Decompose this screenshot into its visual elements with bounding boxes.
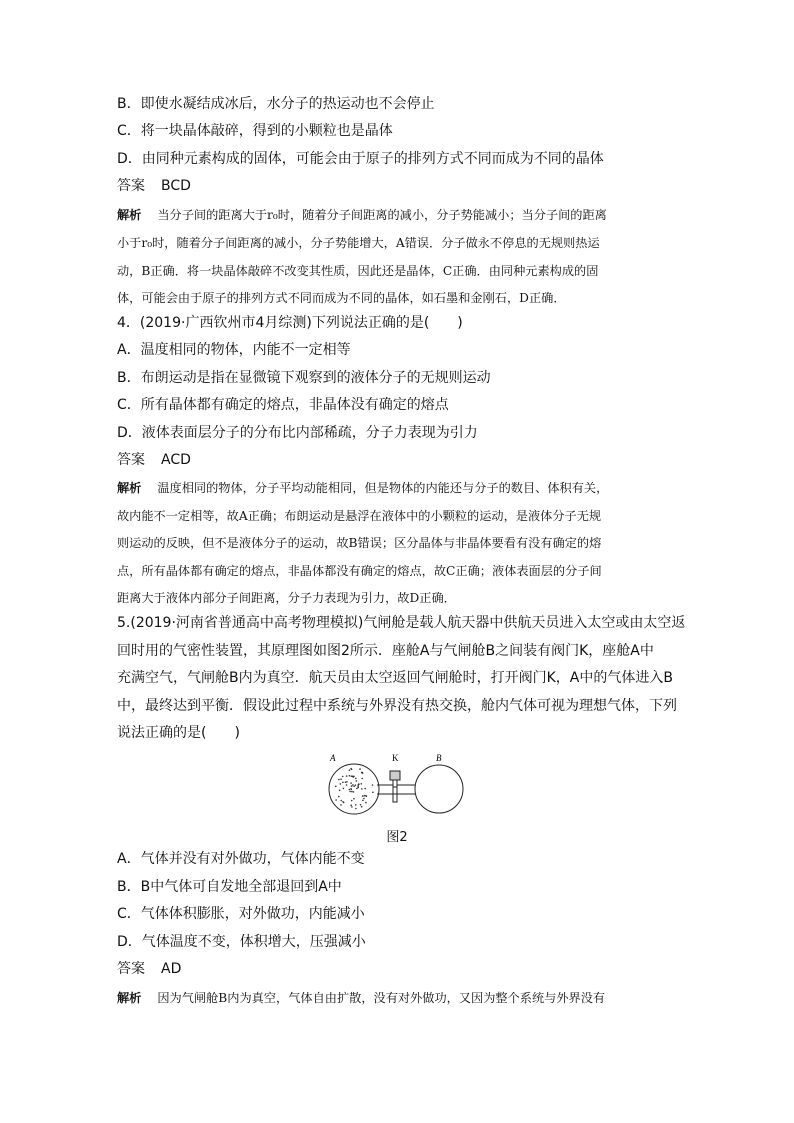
gas-particle — [350, 768, 352, 770]
gas-particle — [365, 795, 367, 797]
explanation-text: 因为气闸舱B内为真空，气体自由扩散，没有对外做功，又因为整个系统与外界没有 — [157, 991, 606, 1005]
q5-option-b: B．B中气体可自发地全部退回到A中 — [117, 879, 342, 895]
answer-value: ACD — [161, 452, 191, 468]
q5-stem-line-5: 说法正确的是( ) — [117, 725, 240, 741]
cabin-a-sphere — [329, 764, 379, 814]
q4-option-d: D．液体表面层分子的分布比内部稀疏，分子力表现为引力 — [117, 425, 478, 441]
gas-particle — [361, 783, 363, 785]
gas-particle — [340, 783, 342, 785]
gas-particle — [349, 775, 351, 777]
q4-option-a: A．温度相同的物体，内能不一定相等 — [117, 342, 351, 358]
gas-particle — [346, 775, 348, 777]
q3-answer-line — [117, 176, 682, 196]
label-k: K — [392, 753, 399, 763]
gas-particle — [355, 784, 357, 786]
gas-particle — [359, 768, 361, 770]
gas-particle — [353, 776, 355, 778]
answer-value: AD — [161, 961, 182, 977]
gas-particle — [350, 782, 352, 784]
q4-option-b: B．布朗运动是指在显微镜下观察到的液体分子的无规则运动 — [117, 370, 491, 386]
gas-particle — [346, 784, 348, 786]
gas-particle — [351, 791, 353, 793]
q3-option-c: C．将一块晶体敲碎，得到的小颗粒也是晶体 — [117, 123, 393, 139]
gas-particle — [342, 776, 344, 778]
q5-stem-line-1: 5.(2019·河南省普通高中高考物理模拟)气闸舱是载人航天器中供航天员进入太空或由太空返 — [117, 615, 686, 631]
gas-particle — [361, 778, 363, 780]
q3-explanation-line-1 — [117, 205, 682, 225]
q5-explanation-line-1 — [117, 988, 682, 1008]
gas-particle — [335, 786, 337, 788]
gas-particle — [356, 780, 358, 782]
explanation-label: 解析 — [117, 208, 142, 222]
gas-particle — [353, 786, 355, 788]
q4-option-c: C．所有晶体都有确定的熔点，非晶体没有确定的熔点 — [117, 397, 449, 413]
gas-particle — [349, 789, 351, 791]
gas-particle — [361, 788, 363, 790]
gas-particle — [364, 795, 366, 797]
explanation-label: 解析 — [117, 991, 142, 1005]
gas-particle — [360, 804, 362, 806]
gas-particle — [351, 785, 353, 787]
gas-particle — [350, 788, 352, 790]
gas-particle — [353, 798, 355, 800]
gas-particle — [372, 784, 374, 786]
airlock-diagram — [322, 750, 472, 818]
answer-label: 答案 — [117, 178, 145, 194]
label-a: A — [330, 753, 336, 763]
gas-particle — [363, 798, 365, 800]
connecting-pipe — [377, 785, 420, 794]
q3-explanation-line-2: 小于r₀时，随着分子间距离的减小，分子势能增大，A错误．分子做永不停息的无规则热运 — [117, 236, 600, 250]
gas-particle — [351, 806, 353, 808]
q5-option-c: C．气体体积膨胀，对外做功，内能减小 — [117, 906, 365, 922]
gas-particle — [364, 788, 366, 790]
gas-particle — [340, 804, 342, 806]
q5-option-a: A．气体并没有对外做功，气体内能不变 — [117, 851, 365, 867]
airlock-b-sphere — [415, 765, 463, 813]
q5-option-d: D．气体温度不变，体积增大，压强减小 — [117, 934, 366, 950]
q4-answer-line — [117, 450, 682, 470]
q4-stem: 4．(2019·广西钦州市4月综测)下列说法正确的是( ) — [117, 315, 463, 331]
gas-particle — [365, 802, 367, 804]
q3-explanation-line-4: 体，可能会由于原子的排列方式不同而成为不同的晶体，如石墨和金刚石，D正确． — [117, 291, 566, 305]
gas-particle — [355, 808, 357, 810]
gas-particle — [349, 791, 351, 793]
gas-particle — [338, 779, 340, 781]
gas-particle — [346, 781, 348, 783]
gas-particle — [372, 792, 374, 794]
gas-particle — [362, 800, 364, 802]
gas-particle — [349, 769, 351, 771]
gas-particle — [340, 800, 342, 802]
gas-particle — [350, 804, 352, 806]
gas-particle — [338, 796, 340, 798]
gas-particle — [342, 782, 344, 784]
q3-option-d: D．由同种元素构成的固体，可能会由于原子的排列方式不同而成为不同的晶体 — [117, 151, 604, 167]
q3-option-b: B．即使水凝结成冰后，水分子的热运动也不会停止 — [117, 96, 435, 112]
label-b: B — [436, 753, 442, 763]
gas-particle — [355, 778, 357, 780]
gas-particle — [343, 788, 345, 790]
gas-particle — [351, 800, 353, 802]
q5-answer-line — [117, 959, 682, 979]
explanation-text: 温度相同的物体，分子平均动能相同，但是物体的内能还与分子的数目、体积有关， — [157, 481, 609, 495]
q5-stem-line-2: 回时用的气密性装置，其原理图如图2所示．座舱A与气闸舱B之间装有阀门K，座舱A中 — [117, 643, 654, 659]
gas-particle — [352, 784, 354, 786]
q4-explanation-line-1 — [117, 478, 682, 498]
gas-particle — [339, 790, 341, 792]
gas-particle — [362, 795, 364, 797]
q4-explanation-line-2: 故内能不一定相等，故A正确；布朗运动是悬浮在液体中的小颗粒的运动，是液体分子无规 — [117, 509, 602, 523]
q4-explanation-line-3: 则运动的反映，但不是液体分子的运动，故B错误；区分晶体与非晶体要看有没有确定的熔 — [117, 536, 602, 550]
gas-particle — [342, 801, 344, 803]
q5-stem-line-3: 充满空气，气闸舱B内为真空．航天员由太空返回气闸舱时，打开阀门K，A中的气体进入B — [117, 670, 673, 686]
valve-k — [390, 771, 400, 802]
gas-particle — [353, 791, 355, 793]
q4-explanation-line-5: 距离大于液体内部分子间距离，分子力表现为引力，故D正确． — [117, 591, 456, 605]
explanation-label: 解析 — [117, 481, 142, 495]
gas-particle — [356, 788, 358, 790]
q3-explanation-line-3: 动，B正确．将一块晶体敲碎不改变其性质，因此还是晶体，C正确．由同种元素构成的固 — [117, 264, 599, 278]
gas-particle — [362, 772, 364, 774]
answer-value: BCD — [161, 178, 191, 194]
answer-label: 答案 — [117, 961, 145, 977]
gas-particle — [355, 804, 357, 806]
gas-particle — [340, 778, 342, 780]
q4-explanation-line-4: 点，所有晶体都有确定的熔点，非晶体都没有确定的熔点，故C正确；液体表面层的分子间 — [117, 564, 602, 578]
gas-particle — [361, 806, 363, 808]
q5-stem-line-4: 中，最终达到平衡．假设此过程中系统与外界没有热交换，舱内气体可视为理想气体，下列 — [117, 698, 677, 714]
gas-particle — [345, 781, 347, 783]
answer-label: 答案 — [117, 452, 145, 468]
gas-particle — [357, 787, 359, 789]
explanation-text: 当分子间的距离大于r₀时，随着分子间距离的减小，分子势能减小；当分子间的距离 — [157, 208, 607, 222]
gas-particle — [335, 799, 337, 801]
gas-particle — [358, 783, 360, 785]
figure-caption: 图2 — [386, 830, 408, 845]
